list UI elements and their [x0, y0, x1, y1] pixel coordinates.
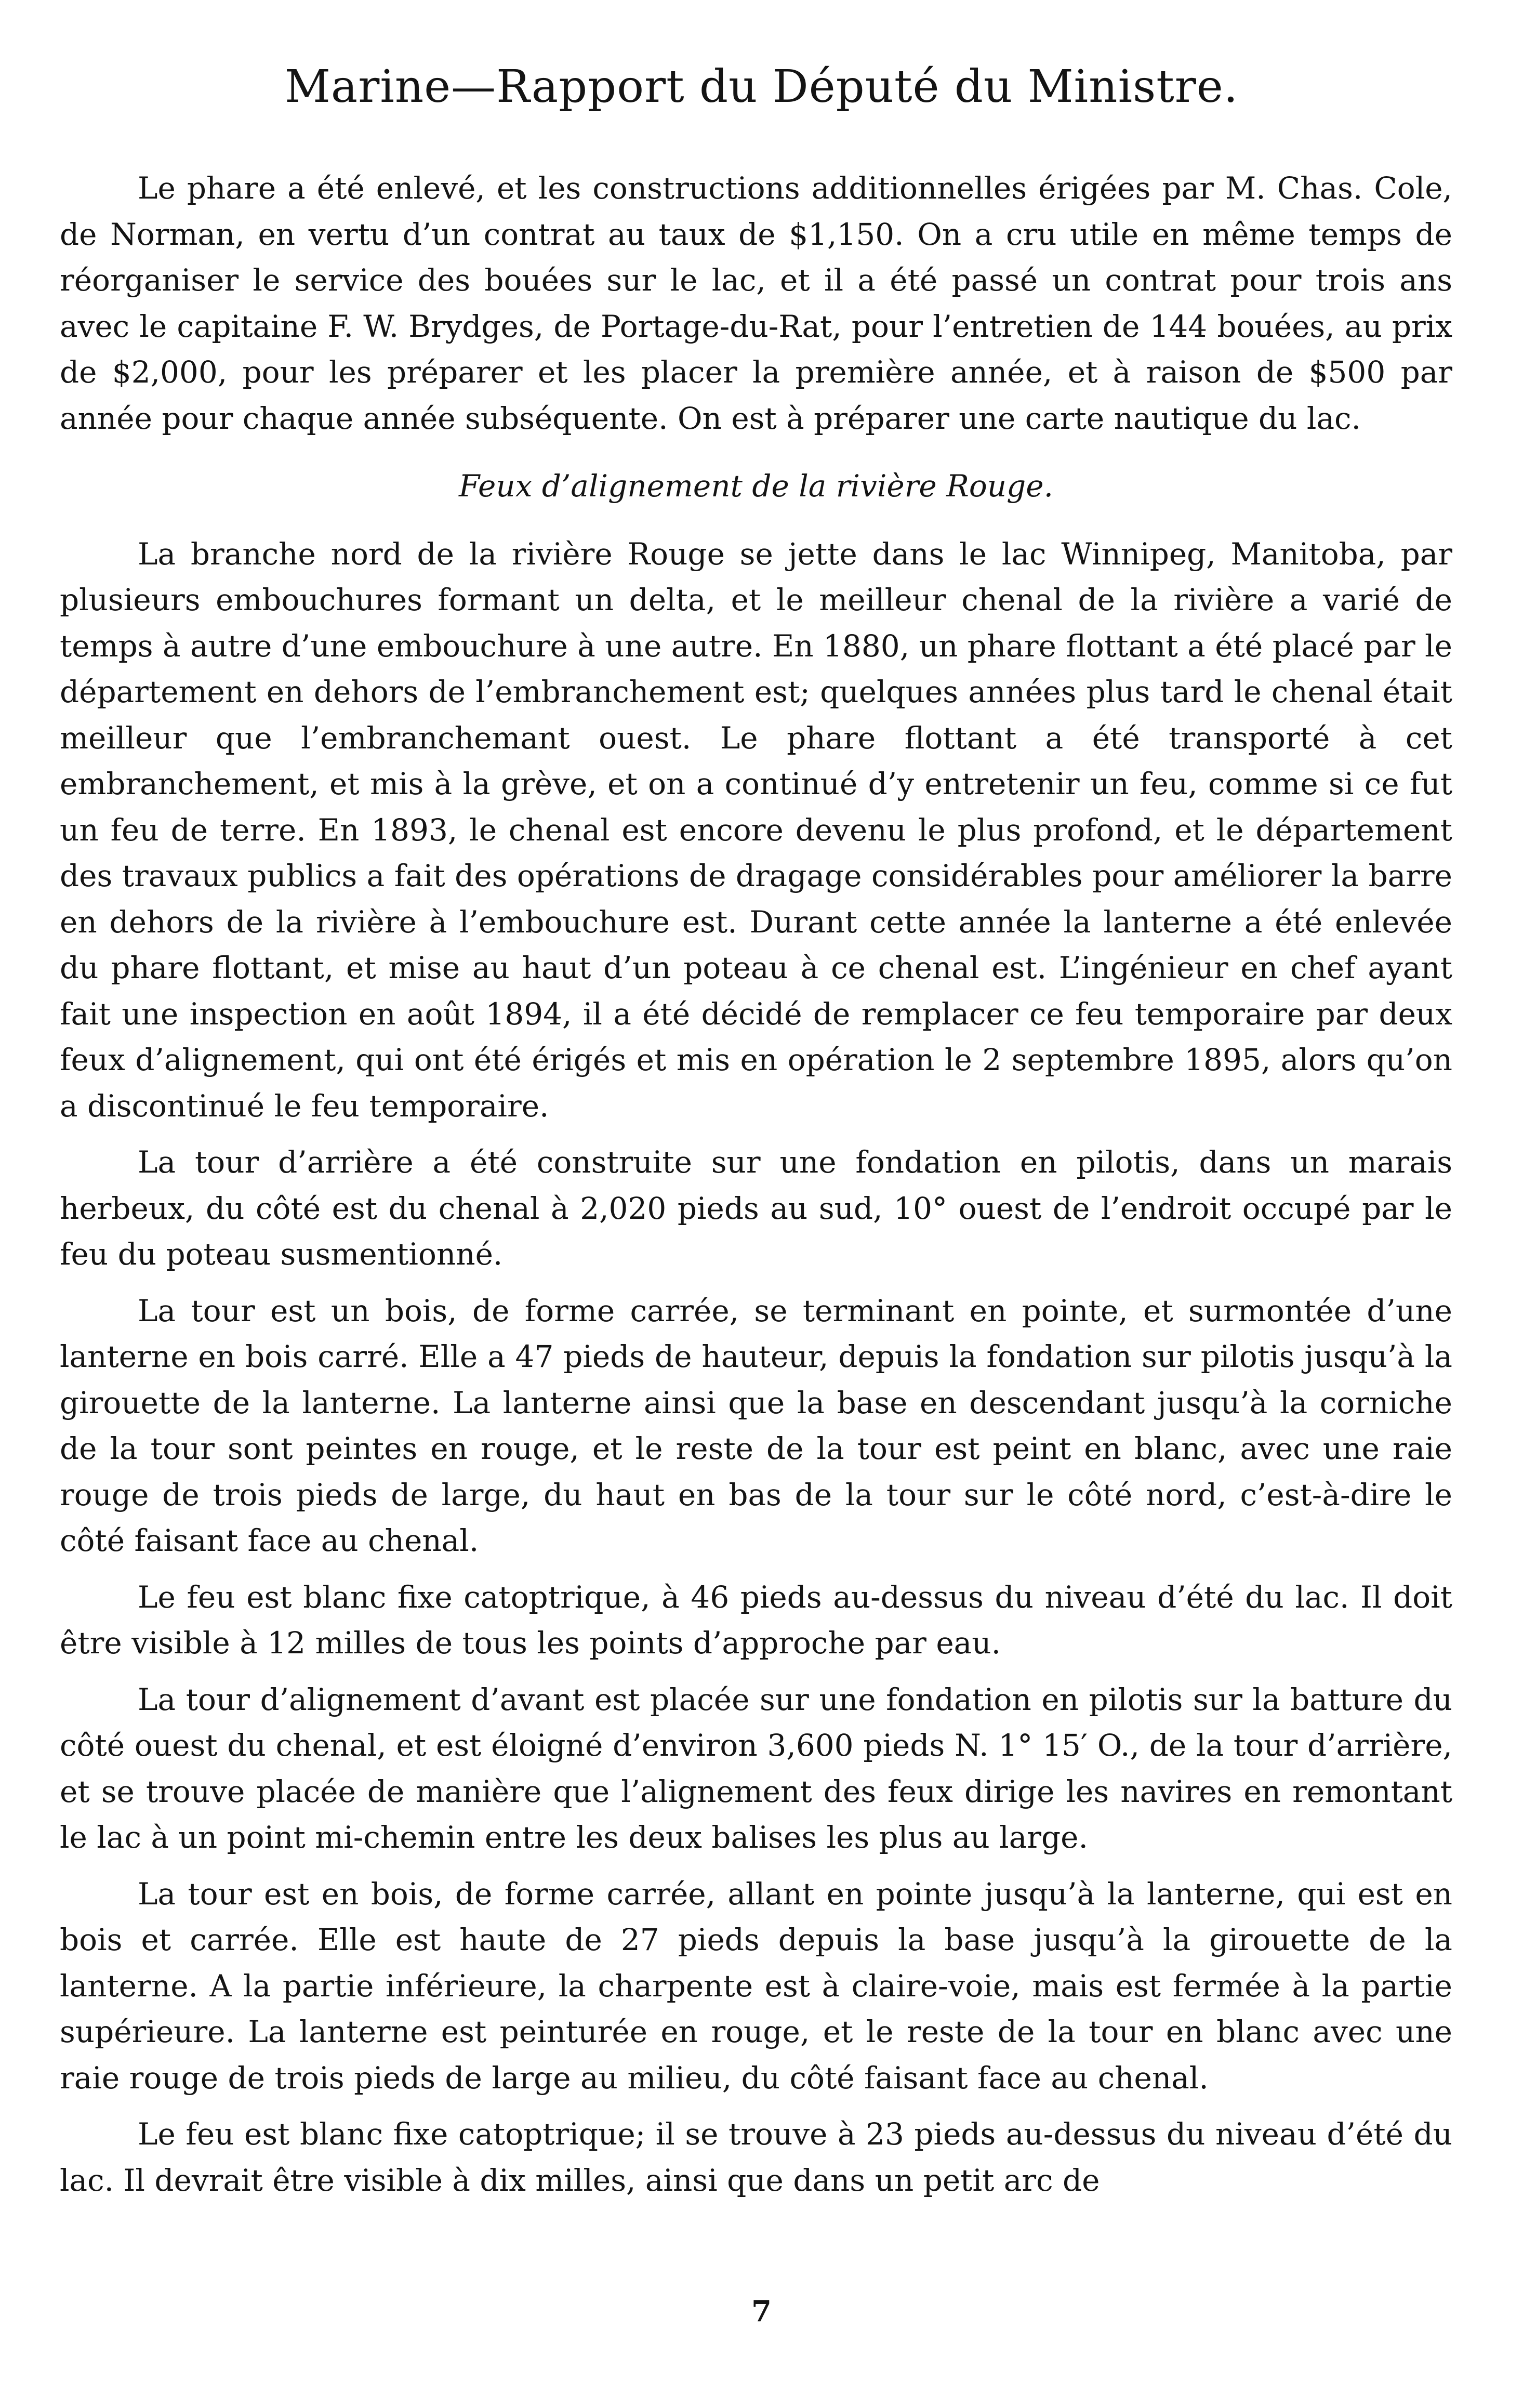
paragraph-3: La tour d’arrière a été construite sur une fondation en pilotis, dans un marais herbeux, du côté est du chenal à 2,020 pieds au sud, 10° ouest de l’endroit occupé par le feu du poteau susmentionné. [60, 1144, 1452, 1272]
paragraph-2: La branche nord de la rivière Rouge se jette dans le lac Winnipeg, Manitoba, par plusieurs embouchures formant un delta, et le meilleur chenal de la rivière a varié de temps à autre d’une embouchure à une autre. En 1880, un phare flottant a été placé par le département en dehors de l’embranchement est; quelques années plus tard le chenal était meilleur que l’embranchemant ouest. Le phare flottant a été transporté à cet embranchement, et mis à la grève, et on a continué d’y entretenir un feu, comme si ce fut un feu de terre. En 1893, le chenal est encore devenu le plus profond, et le département des travaux publics a fait des opérations de dragage considérables pour améliorer la barre en dehors de la rivière à l’embouchure est. Durant cette année la lanterne a été enlevée du phare flottant, et mise au haut d’un poteau à ce chenal est. L’ingénieur en chef ayant fait une inspection en août 1894, il a été décidé de remplacer ce feu temporaire par deux feux d’alignement, qui ont été érigés et mis en opération le 2 septembre 1895, alors qu’on a discontinué le feu temporaire. [60, 536, 1452, 1124]
page-number: 7 [751, 2294, 772, 2328]
body-text [60, 165, 1452, 2214]
paragraph-4: La tour est un bois, de forme carrée, se terminant en pointe, et surmontée d’une lanterne en bois carré. Elle a 47 pieds de hauteur, depuis la fondation sur pilotis jusqu’à la girouette de la lanterne. La lanterne ainsi que la base en descendant jusqu’à la corniche de la tour sont peintes en rouge, et le reste de la tour est peint en blanc, avec une raie rouge de trois pieds de large, du haut en bas de la tour sur le côté nord, c’est-à-dire le côté faisant face au chenal. [60, 1293, 1452, 1558]
paragraph-7: La tour est en bois, de forme carrée, allant en pointe jusqu’à la lanterne, qui est en bois et carrée. Elle est haute de 27 pieds depuis la base jusqu’à la girouette de la lanterne. A la partie inférieure, la charpente est à claire-voie, mais est fermée à la partie supérieure. La lanterne est peinturée en rouge, et le reste de la tour en blanc avec une raie rouge de trois pieds de large au milieu, du côté faisant face au chenal. [60, 1876, 1452, 2096]
running-head-title: Marine—Rapport du Député du Ministre. [284, 61, 1239, 113]
paragraph-1: Le phare a été enlevé, et les constructions additionnelles érigées par M. Chas. Cole, de Norman, en vertu d’un contrat au taux de $1,150. On a cru utile en même temps de réorganiser le service des bouées sur le lac, et il a été passé un contrat pour trois ans avec le capitaine F. W. Brydges, de Portage-du-Rat, pour l’entretien de 144 bouées, au prix de $2,000, pour les préparer et les placer la première année, et à raison de $500 par année pour chaque année subséquente. On est à préparer une carte nautique du lac. [60, 170, 1452, 436]
paragraph-6: La tour d’alignement d’avant est placée sur une fondation en pilotis sur la batture du côté ouest du chenal, et est éloigné d’environ 3,600 pieds N. 1° 15′ O., de la tour d’arrière, et se trouve placée de manière que l’alignement des feux dirige les navires en remontant le lac à un point mi-chemin entre les deux balises les plus au large. [60, 1681, 1452, 1855]
paragraph-8: Le feu est blanc fixe catoptrique; il se trouve à 23 pieds au-dessus du niveau d’été du lac. Il devrait être visible à dix milles, ainsi que dans un petit arc de [60, 2116, 1452, 2198]
paragraph-5: Le feu est blanc fixe catoptrique, à 46 pieds au-dessus du niveau d’été du lac. Il doit être visible à 12 milles de tous les points d’approche par eau. [60, 1579, 1452, 1661]
section-heading: Feux d’alignement de la rivière Rouge. [458, 468, 1054, 504]
